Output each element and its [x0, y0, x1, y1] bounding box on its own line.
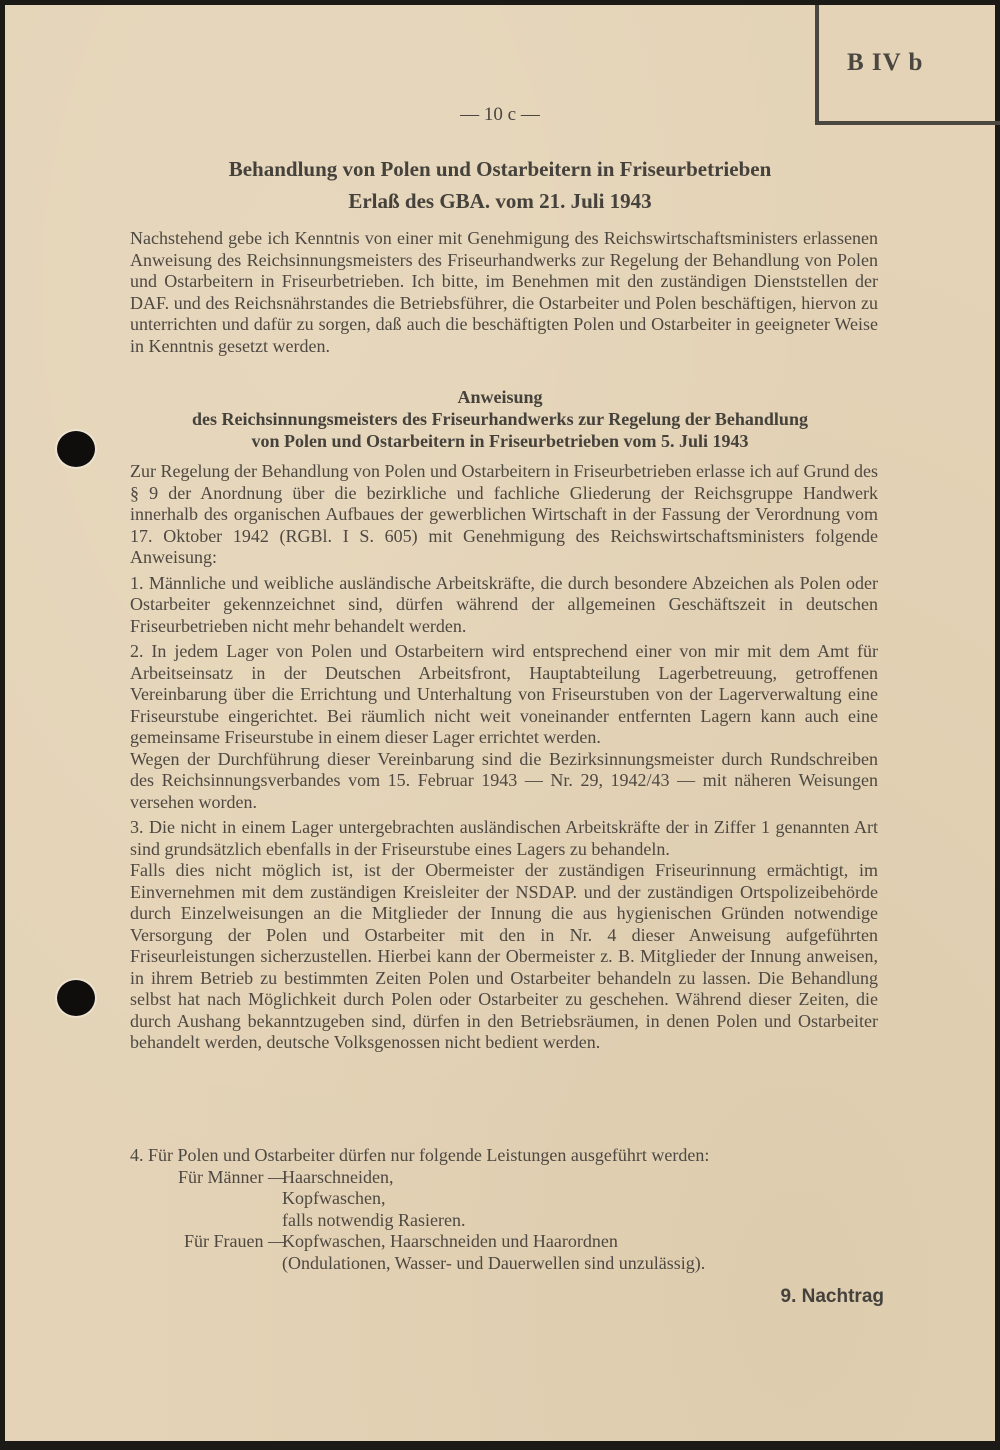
- punch-hole-top: [57, 431, 95, 467]
- services-women-list: [282, 1231, 880, 1274]
- directive-heading: [120, 386, 880, 452]
- document-subtitle: Erlaß des GBA. vom 21. Juli 1943: [348, 189, 652, 213]
- services-men-row: [130, 1167, 880, 1232]
- service-item: (Ondulationen, Wasser- und Dauerwellen sind unzulässig).: [282, 1252, 706, 1273]
- services-men-list: [282, 1167, 880, 1232]
- service-item: falls notwendig Rasieren.: [282, 1209, 466, 1230]
- punch-hole-bottom: [57, 980, 95, 1016]
- service-item: Kopfwaschen, Haarschneiden und Haarordnen: [282, 1231, 618, 1251]
- directive-body: [130, 461, 878, 1054]
- paragraph-3-continued: Falls dies nicht möglich ist, ist der Obermeister der zuständigen Friseurinnung ermächtigt, im Einvernehmen mit dem zuständigen Kreisleiter der NSDAP. und der zuständigen Ortspolizeibehörde durch Einzelweisungen an die Mitglieder der Innung die aus hygienischen Gründen notwendige Versorgung der Polen und Ostarbeiter mit den in Nr. 4 dieser Anweisung aufgeführten Friseurleistungen sicherzustellen. Hierbei kann der Obermeister z. B. Mitglieder der Innung anweisen, in ihrem Betrieb zu bestimmten Zeiten Polen und Ostarbeiter behandeln zu lassen. Die Behandlung selbst hat nach Möglichkeit durch Polen oder Ostarbeiter zu geschehen. Während dieser Zeiten, die durch Aushang bekanntzugeben sind, dürfen in den Betriebsräumen, in denen Polen und Ostarbeiter behandelt werden, deutsche Volksgenossen nicht bedient werden.: [130, 860, 878, 1052]
- section-tab-label: B IV b: [847, 49, 924, 76]
- services-men-label: Für Männer —: [178, 1166, 286, 1187]
- document-title: Behandlung von Polen und Ostarbeitern in Friseurbetrieben: [228, 157, 772, 181]
- paragraph-3: 3. Die nicht in einem Lager untergebrachten ausländischen Arbeitskräfte der in Ziffer 1 genannten Art sind grundsätzlich ebenfalls in der Friseurstube eines Lagers zu behandeln.: [130, 817, 878, 859]
- page-number: — 10 c —: [460, 104, 540, 125]
- services-intro: 4. Für Polen und Ostarbeiter dürfen nur folgende Leistungen ausgeführt werden:: [130, 1145, 710, 1165]
- paragraph-2: 2. In jedem Lager von Polen und Ostarbeitern wird entsprechend einer von mir mit dem Amt für Arbeitseinsatz in der Deutschen Arbeitsfront, Hauptabteilung Lagerbetreuung, getroffenen Vereinbarung über die Errichtung und Unterhaltung von Friseurstuben von der Lagerverwaltung eine Friseurstube eingerichtet. Bei räumlich nicht weit voneinander entfernten Lagern kann auch eine gemeinsame Friseurstube in einem dieser Lager errichtet werden.: [130, 641, 878, 747]
- services-women-row: [130, 1231, 880, 1274]
- preamble-paragraph: Zur Regelung der Behandlung von Polen und Ostarbeitern in Friseurbetrieben erlasse ich auf Grund des § 9 der Anordnung über die bezirkliche und fachliche Gliederung der Reichsgruppe Handwerk innerhalb des organischen Aufbaues der gewerblichen Wirtschaft in der Fassung der Verordnung vom 17. Oktober 1942 (RGBl. I S. 605) mit Genehmigung des Reichswirtschaftsministers folgende Anweisung:: [130, 461, 878, 567]
- services-section: [130, 1145, 880, 1274]
- directive-heading-line: Anweisung: [457, 387, 543, 407]
- paragraph-1: 1. Männliche und weibliche ausländische Arbeitskräfte, die durch besondere Abzeichen als Polen oder Ostarbeiter gekennzeichnet sind, dürfen während der allgemeinen Geschäftszeit in deutschen Friseurbetrieben nicht mehr behandelt werden.: [130, 572, 878, 636]
- intro-paragraph: Nachstehend gebe ich Kenntnis von einer mit Genehmigung des Reichswirtschaftsministers erlassenen Anweisung des Reichsinnungsmeisters des Friseurhandwerks zur Regelung der Behandlung von Polen und Ostarbeitern in Friseurbetrieben. Ich bitte, im Benehmen mit den zuständigen Dienststellen der DAF. und des Reichsnährstandes die Betriebsführer, die Ostarbeiter und Polen beschäftigen, hiervon zu unterrichten und dafür zu sorgen, daß auch die beschäftigten Polen und Ostarbeiter in geeigneter Weise in Kenntnis gesetzt werden.: [130, 228, 878, 356]
- service-item: Haarschneiden,: [282, 1166, 394, 1187]
- directive-heading-line: von Polen und Ostarbeitern in Friseurbetrieben vom 5. Juli 1943: [251, 431, 749, 451]
- directive-heading-line: des Reichsinnungsmeisters des Friseurhandwerks zur Regelung der Behandlung: [192, 409, 808, 429]
- supplement-label: 9. Nachtrag: [780, 1286, 884, 1307]
- services-women-label: Für Frauen —: [184, 1231, 286, 1251]
- service-item: Kopfwaschen,: [282, 1188, 386, 1208]
- paragraph-2-continued: Wegen der Durchführung dieser Vereinbarung sind die Bezirksinnungsmeister durch Rundschreiben des Reichsinnungsverbandes vom 15. Februar 1943 — Nr. 29, 1942/43 — mit näheren Weisungen versehen worden.: [130, 748, 878, 812]
